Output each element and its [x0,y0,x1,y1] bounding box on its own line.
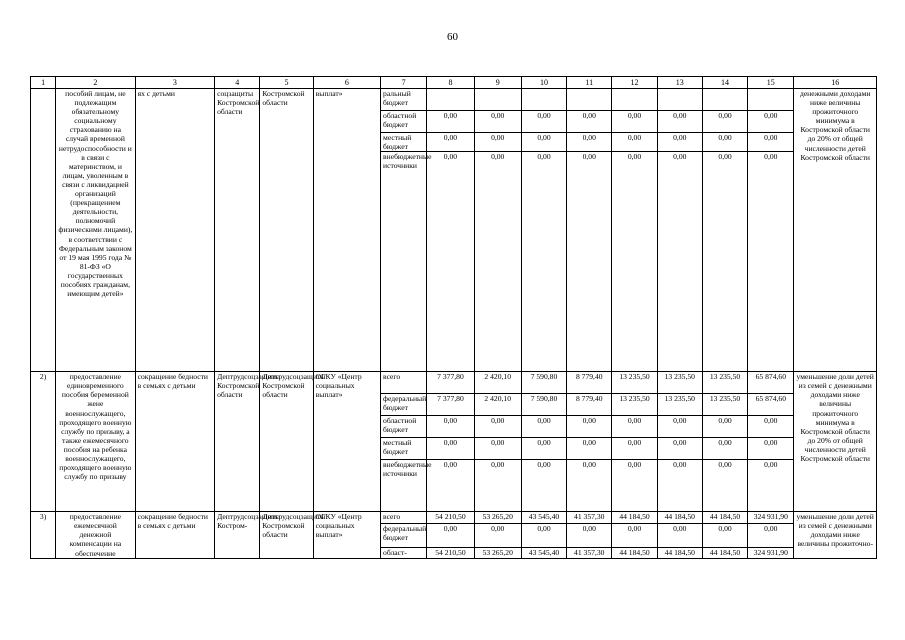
measure-name: предоставление единовременного пособия беременной жене военнослужащего, проходящего военную службу по призыву, а также ежемесячного пособия на ребенка военнослужащего, проходящего военную службу по призыву [56,372,135,512]
funding-value [657,89,702,111]
funding-value: 8 779,40 [567,372,612,394]
column-header: 5 [260,77,313,89]
funding-value: 2 420,10 [474,372,521,394]
funding-value: 8 779,40 [567,394,612,416]
funding-value: 0,00 [748,111,794,133]
funding-source: внебюджетные источники [381,460,427,512]
funding-value: 13 235,50 [702,394,747,416]
funding-value: 44 184,50 [657,547,702,558]
funding-value: 0,00 [474,111,521,133]
table-row [31,89,877,111]
program-table [30,76,877,559]
row-number [31,89,56,372]
funding-value: 41 357,30 [567,512,612,524]
coordinator: Дептрудсоцзащиты Костромской области [215,372,260,512]
funding-value: 0,00 [657,111,702,133]
executor: Дептрудсоцзащиты Костромской области [260,372,313,512]
measure-name: пособий лицам, не подлежащим обязательному социальному страхованию на случай временной нетрудоспособности и в связи с материнством, и лицам, уволенным в связи с ликвидацией организаций (прекращением деятельности, полномочий физическими лицами), в соответствии с Федеральным законом от 19 мая 1995 года № 81-ФЗ «О государственных пособиях гражданам, имеющим детей» [56,89,135,372]
recipient: ОГКУ «Центр социальных выплат» [313,512,380,558]
funding-value: 2 420,10 [474,394,521,416]
funding-source: областной бюджет [381,416,427,438]
funding-source: областной бюджет [381,111,427,133]
column-header: 11 [567,77,612,89]
funding-value: 13 235,50 [657,394,702,416]
funding-value [748,89,794,111]
page-number: 60 [447,31,458,43]
funding-source: федеральный бюджет [381,524,427,548]
column-header: 13 [657,77,702,89]
column-header: 12 [612,77,657,89]
funding-value: 0,00 [702,524,747,548]
expected-result: денежными доходами ниже величины прожиточного минимума в Костромской области до 20% от общей численности детей Костромской области [794,89,877,372]
funding-value: 0,00 [567,416,612,438]
funding-value [612,89,657,111]
funding-value [474,89,521,111]
funding-value: 0,00 [612,438,657,460]
funding-value: 0,00 [657,460,702,512]
column-header: 1 [31,77,56,89]
funding-value: 44 184,50 [612,512,657,524]
funding-source: местный бюджет [381,133,427,152]
funding-value [567,89,612,111]
funding-value: 7 377,80 [427,394,474,416]
funding-value: 0,00 [474,524,521,548]
task-name: ях с детьми [135,89,214,372]
funding-value: 65 874,60 [748,394,794,416]
funding-value: 54 210,50 [427,512,474,524]
row-number: 2) [31,372,56,512]
funding-source: ральный бюджет [381,89,427,111]
funding-value: 0,00 [567,524,612,548]
funding-value: 0,00 [521,133,566,152]
funding-value: 0,00 [474,416,521,438]
funding-value: 0,00 [657,152,702,372]
executor: Костромской области [260,89,313,372]
funding-value: 65 874,60 [748,372,794,394]
funding-value: 41 357,30 [567,547,612,558]
funding-value: 0,00 [612,111,657,133]
funding-value: 0,00 [427,152,474,372]
funding-value: 0,00 [567,133,612,152]
column-header: 6 [313,77,380,89]
expected-result: уменьшение доли детей из семей с денежными доходами ниже величины прожиточно- [794,512,877,558]
funding-value: 324 931,90 [748,547,794,558]
funding-value: 13 235,50 [657,372,702,394]
column-header: 8 [427,77,474,89]
funding-value: 0,00 [748,152,794,372]
funding-source: област- [381,547,427,558]
funding-value: 0,00 [521,152,566,372]
executor: Дептрудсоцзащиты Костромской области [260,512,313,558]
column-header: 4 [215,77,260,89]
column-header: 14 [702,77,747,89]
funding-value: 0,00 [702,111,747,133]
recipient: ОГКУ «Центр социальных выплат» [313,372,380,512]
funding-value: 13 235,50 [702,372,747,394]
funding-value: 0,00 [474,460,521,512]
funding-value: 0,00 [748,524,794,548]
funding-source: местный бюджет [381,438,427,460]
funding-value [521,89,566,111]
funding-value: 0,00 [657,524,702,548]
funding-value: 0,00 [567,152,612,372]
funding-value: 0,00 [521,416,566,438]
funding-value: 43 545,40 [521,547,566,558]
table-row [31,372,877,394]
funding-value: 0,00 [474,133,521,152]
funding-value: 0,00 [657,133,702,152]
expected-result: уменьшение доли детей из семей с денежными доходами ниже величины прожиточного минимума в Костромской области до 20% от общей численности детей Костромской области [794,372,877,512]
coordinator: Дептрудсоцзащиты Костром- [215,512,260,558]
funding-value: 0,00 [567,438,612,460]
funding-value: 13 235,50 [612,394,657,416]
funding-value: 0,00 [612,133,657,152]
funding-value: 43 545,40 [521,512,566,524]
row-number: 3) [31,512,56,558]
funding-value: 0,00 [612,460,657,512]
column-header: 16 [794,77,877,89]
funding-value: 7 590,80 [521,372,566,394]
funding-value: 0,00 [612,416,657,438]
task-name: сокращение бедности в семьях с детьми [135,372,214,512]
funding-value: 0,00 [657,416,702,438]
funding-value: 0,00 [427,524,474,548]
funding-value: 0,00 [521,524,566,548]
funding-value: 0,00 [567,111,612,133]
funding-value: 0,00 [521,460,566,512]
funding-value: 0,00 [702,416,747,438]
funding-source: всего [381,372,427,394]
funding-value: 0,00 [748,438,794,460]
funding-value: 54 210,50 [427,547,474,558]
funding-value [702,89,747,111]
funding-value: 44 184,50 [612,547,657,558]
funding-value: 0,00 [748,133,794,152]
funding-value: 0,00 [474,152,521,372]
funding-value: 0,00 [748,416,794,438]
funding-value: 44 184,50 [702,547,747,558]
funding-value: 0,00 [427,111,474,133]
funding-value: 53 265,20 [474,547,521,558]
funding-value: 44 184,50 [657,512,702,524]
funding-value: 0,00 [702,438,747,460]
funding-value: 0,00 [702,152,747,372]
funding-value: 0,00 [702,133,747,152]
funding-value: 0,00 [521,438,566,460]
funding-value [427,89,474,111]
funding-source: внебюджетные источники [381,152,427,372]
column-header: 15 [748,77,794,89]
measure-name: предоставление ежемесячной денежной компенсации на обеспечение [56,512,135,558]
column-header: 2 [56,77,135,89]
funding-value: 44 184,50 [702,512,747,524]
funding-value: 0,00 [657,438,702,460]
column-header: 7 [381,77,427,89]
funding-value: 53 265,20 [474,512,521,524]
funding-value: 0,00 [427,133,474,152]
column-header: 3 [135,77,214,89]
recipient: выплат» [313,89,380,372]
funding-value: 0,00 [474,438,521,460]
task-name: сокращение бедности в семьях с детьми [135,512,214,558]
funding-value: 0,00 [612,524,657,548]
funding-value: 0,00 [702,460,747,512]
funding-value: 0,00 [427,460,474,512]
funding-value: 0,00 [427,438,474,460]
funding-value: 324 931,90 [748,512,794,524]
funding-source: федеральный бюджет [381,394,427,416]
funding-value: 13 235,50 [612,372,657,394]
column-header: 9 [474,77,521,89]
funding-value: 0,00 [612,152,657,372]
funding-source: всего [381,512,427,524]
column-header: 10 [521,77,566,89]
table-row [31,512,877,524]
funding-value: 0,00 [567,460,612,512]
coordinator: соцзащиты Костромской области [215,89,260,372]
funding-value: 7 377,80 [427,372,474,394]
funding-value: 0,00 [748,460,794,512]
funding-value: 0,00 [521,111,566,133]
funding-value: 7 590,80 [521,394,566,416]
funding-value: 0,00 [427,416,474,438]
header-row [31,77,877,89]
